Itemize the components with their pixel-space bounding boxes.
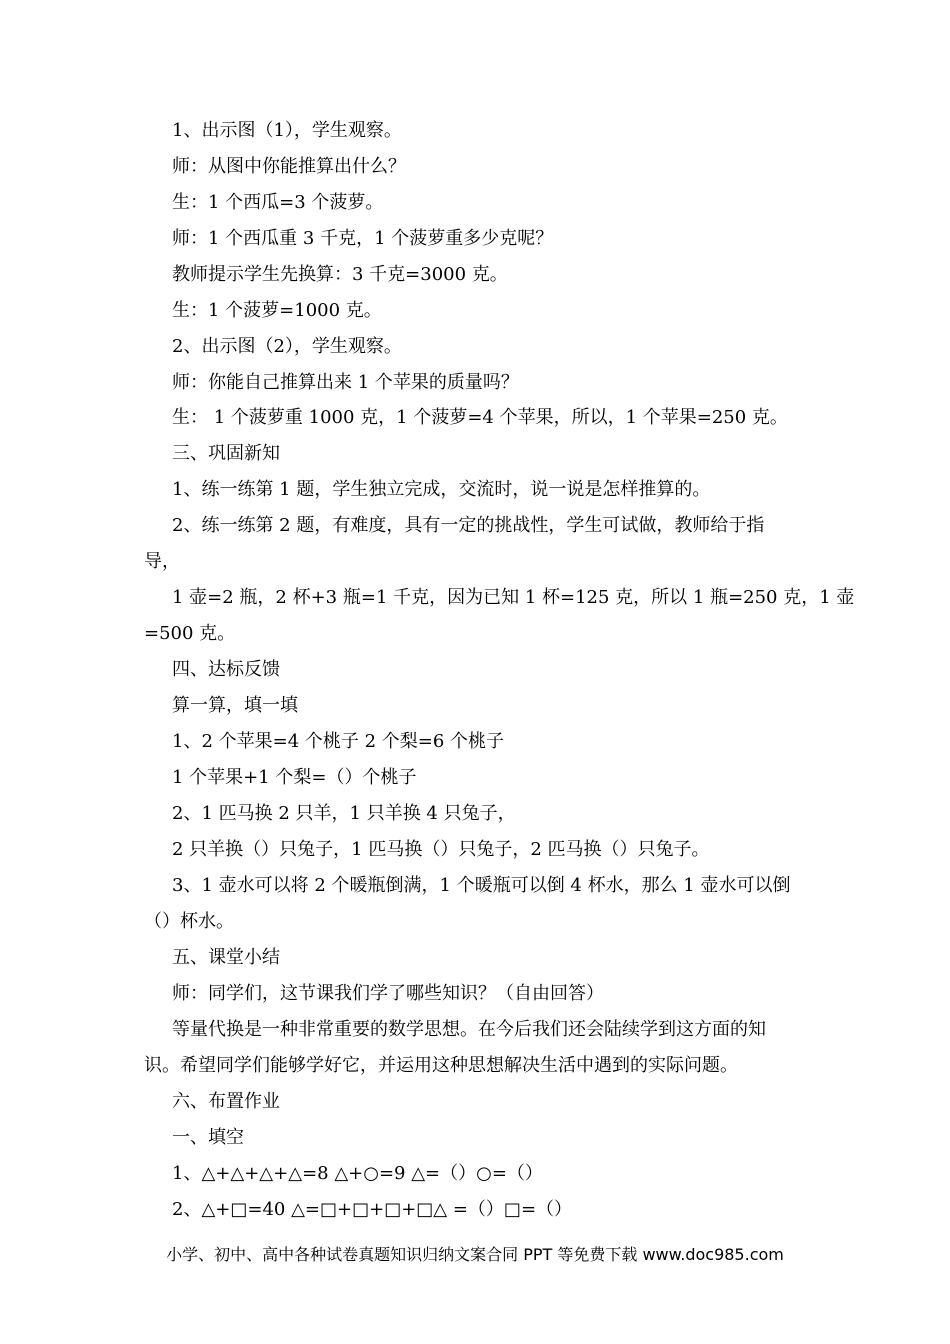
paragraph-line: 生：1 个西瓜=3 个菠萝。 (172, 192, 384, 213)
paragraph-line: 1 壶=2 瓶，2 杯+3 瓶=1 千克，因为已知 1 杯=125 克，所以 1 瓶=250 克，1 壶 (172, 587, 855, 608)
paragraph-line: 师：从图中你能推算出什么？ (172, 156, 406, 177)
paragraph-line: 等量代换是一种非常重要的数学思想。在今后我们还会陆续学到这方面的知 (172, 1019, 766, 1040)
paragraph-line: =500 克。 (144, 623, 236, 644)
section-heading: 五、课堂小结 (172, 947, 280, 968)
paragraph-line: 2、练一练第 2 题，有难度，具有一定的挑战性，学生可试做，教师给于指 (172, 515, 765, 536)
paragraph-line: 1、出示图（1），学生观察。 (172, 120, 402, 141)
paragraph-line: 1、△+△+△+△=8 △+○=9 △=（）○=（） (172, 1163, 543, 1184)
paragraph-line: 1 个苹果+1 个梨=（）个桃子 (172, 767, 417, 788)
paragraph-line: 3、1 壶水可以将 2 个暖瓶倒满，1 个暖瓶可以倒 4 杯水，那么 1 壶水可以倒 (172, 875, 791, 896)
paragraph-line: 导， (144, 551, 180, 572)
paragraph-line: 师：同学们，这节课我们学了哪些知识？（自由回答） (172, 983, 604, 1004)
paragraph-line: 师：你能自己推算出来 1 个苹果的质量吗？ (172, 372, 519, 393)
paragraph-line: 2、△+□=40 △=□+□+□+□△ =（）□=（） (172, 1199, 573, 1220)
paragraph-line: 1、2 个苹果=4 个桃子 2 个梨=6 个桃子 (172, 731, 505, 752)
paragraph-line: 2 只羊换（）只兔子，1 匹马换（）只兔子，2 匹马换（）只兔子。 (172, 839, 710, 860)
paragraph-line: 教师提示学生先换算：3 千克=3000 克。 (172, 264, 508, 285)
paragraph-line: （）杯水。 (144, 911, 234, 932)
section-heading: 六、布置作业 (172, 1091, 280, 1112)
paragraph-line: 识。希望同学们能够学好它，并运用这种思想解决生活中遇到的实际问题。 (144, 1055, 738, 1076)
paragraph-line: 2、1 匹马换 2 只羊，1 只羊换 4 只兔子， (172, 803, 516, 824)
footer-text: 小学、初中、高中各种试卷真题知识归纳文案合同 PPT 等免费下载 www.doc985.com (166, 1245, 784, 1264)
paragraph-line: 师：1 个西瓜重 3 千克，1 个菠萝重多少克呢？ (172, 228, 554, 249)
paragraph-line: 算一算，填一填 (172, 695, 298, 716)
paragraph-line: 1、练一练第 1 题，学生独立完成，交流时，说一说是怎样推算的。 (172, 479, 711, 500)
paragraph-line: 生：1 个菠萝=1000 克。 (172, 300, 382, 321)
section-heading: 三、巩固新知 (172, 443, 280, 464)
paragraph-line: 生： 1 个菠萝重 1000 克，1 个菠萝=4 个苹果，所以，1 个苹果=250 克。 (172, 407, 788, 428)
section-heading: 四、达标反馈 (172, 659, 280, 680)
paragraph-line: 2、出示图（2），学生观察。 (172, 336, 402, 357)
section-heading: 一、填空 (172, 1127, 244, 1148)
